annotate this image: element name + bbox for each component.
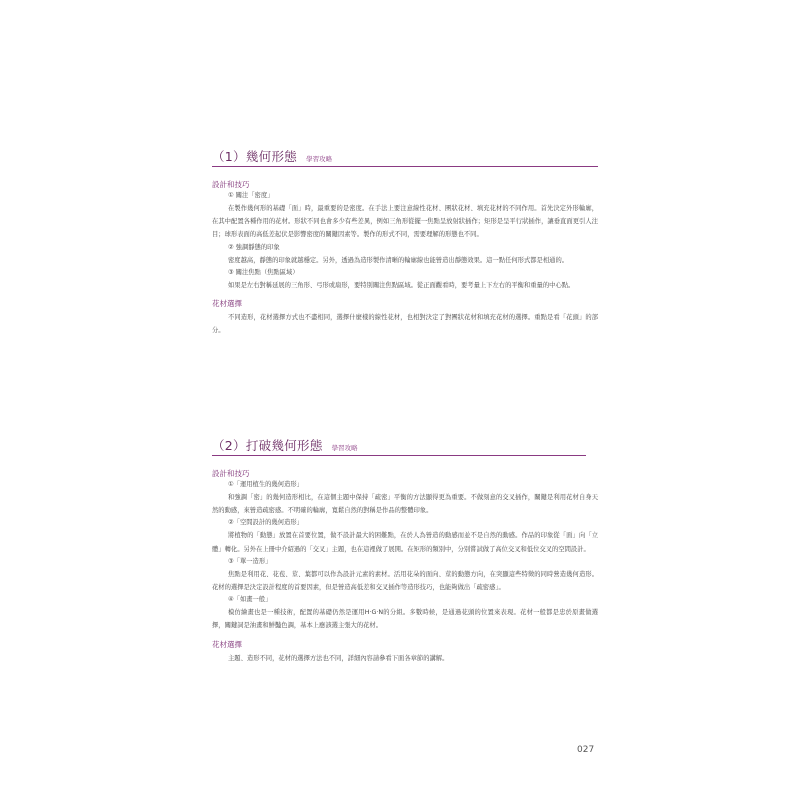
paragraph: 將植物的「動態」放置在首要位置，做不設計最大的困難點，在於人為營造的動感而並不是自然的動感。作品的印象從「面」向「立體」轉化。另外在上冊中介紹過的「交叉」主題，也在這裡做了展開。在矩形的類別中，分別嘗試做了高位交叉和低位交叉的空間設計。: [212, 532, 598, 553]
paragraph: 模仿繪畫也是一種技術，配置的基礎仍然是運用H·G·N的分組。多數時候，是通過花頭的位置來表現。花材一般都是忠於原畫做選擇，關鍵詞是油畫和鮮豔色調，基本上應該選主張大的花材。: [212, 609, 598, 630]
material-heading: 花材選擇: [212, 639, 242, 649]
point-item: ④「如畫一般」: [228, 596, 272, 604]
section-title: （2）打破幾何形態: [212, 438, 323, 453]
paragraph: 主題、造形不同，花材的選擇方法也不同，詳細內容請參看下面各章節的講解。: [228, 654, 449, 662]
paragraph: 和強調「密」的幾何造形相比，在這個主題中保持「疏密」平衡的方法顯得更為重要。不做刻意的交叉插作，關鍵是利用花材自身天然的動感，來營造疏密感。不明確的輪廓，寬鬆自然的對稱是作品的整體印象。: [212, 494, 598, 515]
paragraph: 如果是左右對稱延展的三角形、弓形或扇形，要特別關注焦點區域。從正面觀看時，要考量上下左右的平衡和重量的中心點。: [228, 281, 575, 289]
point-item: ①「運用植生的幾何造形」: [228, 481, 303, 488]
section-geometric-form: [212, 147, 598, 337]
section-tag: 學習攻略: [331, 444, 358, 452]
section-tag: 學習攻略: [306, 155, 333, 163]
section-breaking-geometric-form: [212, 436, 598, 665]
paragraph: 在製作幾何形的基礎「面」時，最重要的是密度。在手法上要注意線性花材、團狀花材、填充花材的不同作用。首先決定外形輪廓，在其中配置各種作用的花材。形狀不同也會多少有些差異，例如三角形從擺一焦點呈放射狀插作；矩形是呈平行狀插作，讓垂直面更引人注目；球形表面的高低差起伏是影響密度的關鍵因素等。製作的形式不同，需要理解的形態也不同。: [212, 205, 598, 239]
design-heading: 設計和技巧: [212, 180, 250, 189]
point-item: ① 關注「密度」: [228, 192, 274, 199]
paragraph: 不同造形，花材選擇方式也不盡相同，選擇什麼樣的線性花材，也相對決定了對團狀花材和填充花材的選擇。重點是看「花頭」的部分。: [212, 314, 598, 335]
point-item: ②「空間設計的幾何造形」: [228, 519, 303, 527]
material-heading: 花材選擇: [212, 299, 242, 309]
point-item: ③ 關注焦點（焦點區域）: [228, 268, 299, 276]
point-item: ③「單一造形」: [228, 557, 272, 565]
page-number: 027: [577, 745, 595, 755]
point-item: ② 強調靜態的印象: [228, 243, 280, 251]
paragraph: 密度越高，靜態的印象就越穩定。另外，透過為造形製作清晰的輪廓線也能營造出靜態效果。這一點任何形式都是相通的。: [228, 256, 569, 264]
design-heading: 設計和技巧: [212, 469, 250, 478]
paragraph: 焦點是利用花、花苞、莖、葉都可以作為設計元素的素材。活用花朵的面向、莖的動態方向，在突顯這些特徵的同時營造幾何造形。花材的選擇是決定設計程度的首要因素，但是營造高低差和交叉插作等造形技巧，也能夠做出「疏密感」。: [212, 570, 598, 592]
title-underline: [212, 455, 586, 456]
title-underline: [212, 166, 598, 167]
section-title: （1）幾何形態: [212, 149, 298, 164]
